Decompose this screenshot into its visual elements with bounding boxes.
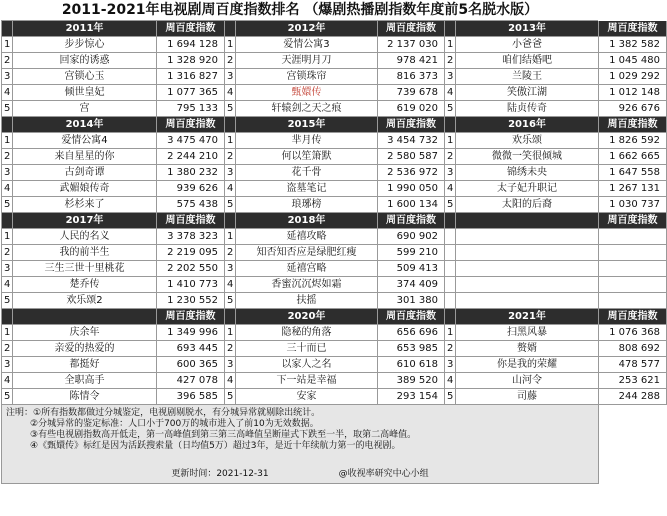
rank-number: 1 (225, 229, 236, 245)
index-value: 3 454 732 (378, 133, 445, 149)
year-header (456, 213, 599, 229)
index-value: 478 577 (599, 357, 667, 373)
year-header: 2020年 (236, 309, 378, 325)
rank-number: 2 (225, 53, 236, 69)
rank-number: 2 (2, 245, 13, 261)
index-value (599, 277, 667, 293)
index-value: 389 520 (378, 373, 445, 389)
drama-name: 知否知否应是绿肥红瘦 (236, 245, 378, 261)
index-value: 939 626 (157, 181, 225, 197)
index-value: 1 267 131 (599, 181, 667, 197)
rank-number: 2 (2, 53, 13, 69)
rank-number: 2 (445, 53, 456, 69)
rank-number: 3 (225, 357, 236, 373)
index-header: 周百度指数 (157, 309, 225, 325)
rank-number: 4 (225, 85, 236, 101)
rank-number: 5 (445, 389, 456, 405)
index-value: 656 696 (378, 325, 445, 341)
index-value: 808 692 (599, 341, 667, 357)
drama-name: 爱情公寓3 (236, 37, 378, 53)
drama-name: 隐秘的角落 (236, 325, 378, 341)
index-value (599, 293, 667, 309)
drama-name (456, 245, 599, 261)
rank-number: 5 (445, 197, 456, 213)
drama-name: 笑傲江湖 (456, 85, 599, 101)
rank-number: 1 (2, 133, 13, 149)
drama-name: 司藤 (456, 389, 599, 405)
rank-number: 4 (445, 85, 456, 101)
drama-name: 扶摇 (236, 293, 378, 309)
drama-name: 陆贞传奇 (456, 101, 599, 117)
index-value: 2 202 550 (157, 261, 225, 277)
year-header: 2011年 (13, 21, 157, 37)
rank-number: 4 (2, 373, 13, 389)
index-value: 1 077 365 (157, 85, 225, 101)
index-value (599, 245, 667, 261)
rank-number: 4 (225, 373, 236, 389)
index-value: 1 045 480 (599, 53, 667, 69)
index-value (599, 229, 667, 245)
drama-name: 陈情令 (13, 389, 157, 405)
drama-name: 欢乐颂2 (13, 293, 157, 309)
rank-number: 5 (2, 293, 13, 309)
rank-number: 3 (2, 69, 13, 85)
rank-number: 4 (445, 181, 456, 197)
index-value (599, 261, 667, 277)
drama-name: 三十而已 (236, 341, 378, 357)
note-4: ④《甄嬛传》标红是因为活跃搜索量（日均值5万）超过3年，是近十年续航力第一的电视剧。 (30, 441, 401, 451)
index-header: 周百度指数 (378, 117, 445, 133)
rank-number: 3 (2, 261, 13, 277)
drama-name: 回家的诱惑 (13, 53, 157, 69)
rank-number: 4 (225, 181, 236, 197)
index-header: 周百度指数 (599, 213, 667, 229)
rank-number: 5 (445, 101, 456, 117)
index-header: 周百度指数 (599, 309, 667, 325)
drama-name: 我的前半生 (13, 245, 157, 261)
drama-name: 武媚娘传奇 (13, 181, 157, 197)
notes-section (1, 405, 599, 484)
year-header: 2014年 (13, 117, 157, 133)
index-value: 253 621 (599, 373, 667, 389)
drama-name (456, 261, 599, 277)
index-value: 2 244 210 (157, 149, 225, 165)
drama-name: 楚乔传 (13, 277, 157, 293)
drama-name: 安家 (236, 389, 378, 405)
rank-header-cell (2, 21, 13, 37)
notes-prefix: 注明： (6, 408, 34, 418)
rank-number (445, 229, 456, 245)
index-value: 374 409 (378, 277, 445, 293)
rank-number: 1 (225, 37, 236, 53)
index-value: 1 694 128 (157, 37, 225, 53)
rank-number (445, 277, 456, 293)
rank-number: 4 (225, 277, 236, 293)
rank-header-cell (225, 117, 236, 133)
rank-number: 4 (2, 277, 13, 293)
index-value: 2 580 587 (378, 149, 445, 165)
drama-name: 庆余年 (13, 325, 157, 341)
index-value: 690 902 (378, 229, 445, 245)
drama-name: 欢乐颂 (456, 133, 599, 149)
drama-name: 轩辕剑之天之痕 (236, 101, 378, 117)
rank-header-cell (225, 309, 236, 325)
index-header: 周百度指数 (378, 213, 445, 229)
drama-name: 步步惊心 (13, 37, 157, 53)
rank-header-cell (2, 309, 13, 325)
drama-name: 人民的名义 (13, 229, 157, 245)
drama-name: 下一站是幸福 (236, 373, 378, 389)
index-value: 509 413 (378, 261, 445, 277)
index-header: 周百度指数 (157, 21, 225, 37)
drama-name: 宫 (13, 101, 157, 117)
index-value: 1 328 920 (157, 53, 225, 69)
rank-number: 1 (225, 133, 236, 149)
note-1: ①所有指数都做过分城鉴定，电视剧剔脱水，有分城异常就剔除出统计。 (33, 408, 321, 418)
index-value: 1 012 148 (599, 85, 667, 101)
year-header: 2021年 (456, 309, 599, 325)
rank-number: 5 (225, 101, 236, 117)
rank-number: 3 (2, 165, 13, 181)
index-value: 396 585 (157, 389, 225, 405)
rank-number: 3 (445, 165, 456, 181)
index-value: 1 647 558 (599, 165, 667, 181)
drama-name: 琅琊榜 (236, 197, 378, 213)
index-value: 1 316 827 (157, 69, 225, 85)
index-value: 599 210 (378, 245, 445, 261)
drama-name: 以家人之名 (236, 357, 378, 373)
index-value: 301 380 (378, 293, 445, 309)
drama-name: 倾世皇妃 (13, 85, 157, 101)
index-value: 1 990 050 (378, 181, 445, 197)
drama-name: 爱情公寓4 (13, 133, 157, 149)
year-header: 2013年 (456, 21, 599, 37)
rank-number: 4 (2, 85, 13, 101)
drama-name: 都挺好 (13, 357, 157, 373)
drama-name (456, 293, 599, 309)
drama-name: 扫黑风暴 (456, 325, 599, 341)
drama-name: 亲爱的热爱的 (13, 341, 157, 357)
rank-number: 1 (2, 37, 13, 53)
drama-name: 盗墓笔记 (236, 181, 378, 197)
index-header: 周百度指数 (378, 21, 445, 37)
drama-name: 天涯明月刀 (236, 53, 378, 69)
drama-name: 来自星星的你 (13, 149, 157, 165)
rank-number: 3 (445, 357, 456, 373)
drama-name: 山河令 (456, 373, 599, 389)
rank-header-cell (2, 213, 13, 229)
drama-name: 香蜜沉沉烬如霜 (236, 277, 378, 293)
rank-number: 3 (445, 69, 456, 85)
rank-number: 5 (2, 101, 13, 117)
rank-number: 5 (225, 389, 236, 405)
drama-name: 古剑奇谭 (13, 165, 157, 181)
rank-number: 1 (225, 325, 236, 341)
rank-number: 5 (2, 197, 13, 213)
drama-name: 花千骨 (236, 165, 378, 181)
index-header: 周百度指数 (157, 117, 225, 133)
index-value: 816 373 (378, 69, 445, 85)
drama-name: 何以笙箫默 (236, 149, 378, 165)
rank-number: 2 (225, 245, 236, 261)
drama-name: 微微一笑很倾城 (456, 149, 599, 165)
index-value: 1 662 665 (599, 149, 667, 165)
ranking-table (1, 20, 660, 405)
index-value: 1 382 582 (599, 37, 667, 53)
index-value: 3 475 470 (157, 133, 225, 149)
drama-name: 赘婿 (456, 341, 599, 357)
index-value: 1 826 592 (599, 133, 667, 149)
rank-header-cell (445, 21, 456, 37)
year-header: 2017年 (13, 213, 157, 229)
rank-number: 5 (2, 389, 13, 405)
index-value: 427 078 (157, 373, 225, 389)
rank-number: 2 (445, 341, 456, 357)
rank-number: 5 (225, 293, 236, 309)
rank-header-cell (445, 213, 456, 229)
drama-name (456, 277, 599, 293)
rank-number: 5 (225, 197, 236, 213)
index-value: 3 378 323 (157, 229, 225, 245)
rank-header-cell (225, 213, 236, 229)
rank-number: 1 (2, 229, 13, 245)
index-value: 693 445 (157, 341, 225, 357)
drama-name: 咱们结婚吧 (456, 53, 599, 69)
rank-header-cell (2, 117, 13, 133)
rank-number: 2 (2, 149, 13, 165)
index-value: 926 676 (599, 101, 667, 117)
index-value: 1 380 232 (157, 165, 225, 181)
drama-name: 延禧宫略 (236, 261, 378, 277)
index-value: 1 600 134 (378, 197, 445, 213)
drama-name: 延禧攻略 (236, 229, 378, 245)
index-header: 周百度指数 (599, 117, 667, 133)
note-3: ③有些电视剧指数高开低走，第一高峰值到第三第三高峰值呈断崖式下跌至一半，取第二高峰值。 (30, 430, 417, 440)
rank-number (445, 293, 456, 309)
index-value: 619 020 (378, 101, 445, 117)
index-header: 周百度指数 (157, 213, 225, 229)
rank-header-cell (445, 117, 456, 133)
index-value: 978 421 (378, 53, 445, 69)
rank-number: 1 (445, 133, 456, 149)
rank-number: 2 (225, 149, 236, 165)
index-value: 575 438 (157, 197, 225, 213)
index-value: 795 133 (157, 101, 225, 117)
year-header: 2012年 (236, 21, 378, 37)
rank-number: 3 (2, 357, 13, 373)
rank-number: 3 (225, 261, 236, 277)
rank-number: 4 (2, 181, 13, 197)
drama-name: 全职高手 (13, 373, 157, 389)
drama-name: 太阳的后裔 (456, 197, 599, 213)
index-value: 2 536 972 (378, 165, 445, 181)
index-value: 2 219 095 (157, 245, 225, 261)
rank-number: 4 (445, 373, 456, 389)
index-value: 1 029 292 (599, 69, 667, 85)
rank-number: 2 (2, 341, 13, 357)
drama-name: 宫锁心玉 (13, 69, 157, 85)
drama-name: 兰陵王 (456, 69, 599, 85)
page-title: 2011-2021年电视剧周百度指数排名 （爆剧热播剧指数年度前5名脱水版） (61, 2, 539, 18)
drama-name: 锦绣未央 (456, 165, 599, 181)
note-2: ②分城异常的鉴定标准：人口小于700万的城市进入了前10为无效数据。 (30, 419, 319, 429)
rank-number: 3 (225, 69, 236, 85)
index-value: 653 985 (378, 341, 445, 357)
rank-number: 3 (225, 165, 236, 181)
drama-name: 杉杉来了 (13, 197, 157, 213)
index-header: 周百度指数 (599, 21, 667, 37)
drama-name: 甄嬛传 (236, 85, 378, 101)
index-value: 293 154 (378, 389, 445, 405)
drama-name: 你是我的荣耀 (456, 357, 599, 373)
index-value: 739 678 (378, 85, 445, 101)
year-header: 2015年 (236, 117, 378, 133)
index-value: 1 349 996 (157, 325, 225, 341)
year-header (13, 309, 157, 325)
index-value: 600 365 (157, 357, 225, 373)
drama-name: 太子妃升职记 (456, 181, 599, 197)
drama-name: 宫锁珠帘 (236, 69, 378, 85)
rank-number: 1 (2, 325, 13, 341)
index-value: 1 410 773 (157, 277, 225, 293)
rank-number (445, 261, 456, 277)
year-header: 2018年 (236, 213, 378, 229)
rank-number: 2 (225, 341, 236, 357)
index-value: 1 076 368 (599, 325, 667, 341)
year-header: 2016年 (456, 117, 599, 133)
index-value: 244 288 (599, 389, 667, 405)
rank-number: 1 (445, 325, 456, 341)
index-header: 周百度指数 (378, 309, 445, 325)
drama-name: 芈月传 (236, 133, 378, 149)
rank-number (445, 245, 456, 261)
index-value: 2 137 030 (378, 37, 445, 53)
source-credit: @收视率研究中心小组 (338, 469, 429, 479)
update-time: 更新时间：2021-12-31 (171, 469, 269, 479)
rank-number: 1 (445, 37, 456, 53)
index-value: 1 030 737 (599, 197, 667, 213)
drama-name (456, 229, 599, 245)
drama-name: 三生三世十里桃花 (13, 261, 157, 277)
rank-header-cell (225, 21, 236, 37)
rank-header-cell (445, 309, 456, 325)
index-value: 1 230 552 (157, 293, 225, 309)
drama-name: 小爸爸 (456, 37, 599, 53)
index-value: 610 618 (378, 357, 445, 373)
rank-number: 2 (445, 149, 456, 165)
